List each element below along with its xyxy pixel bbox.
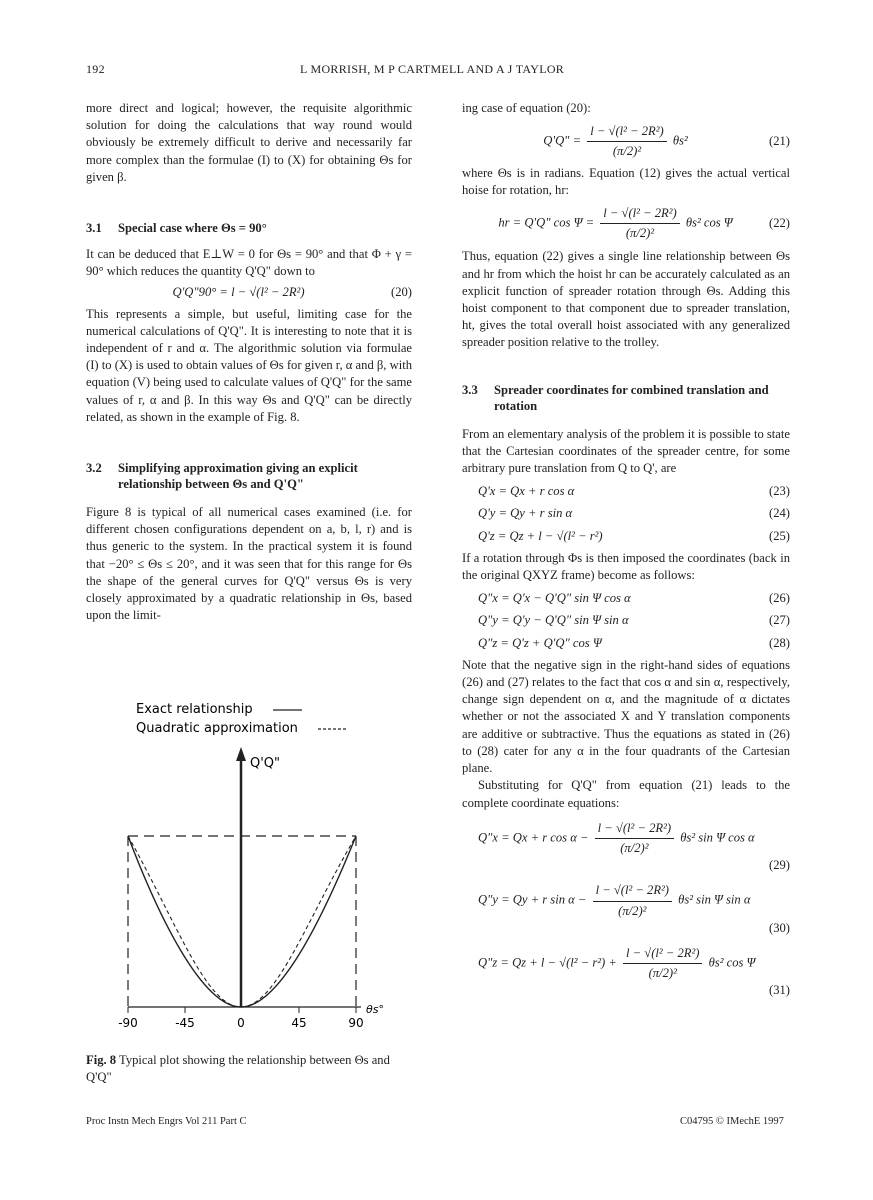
equation-expression (462, 123, 769, 160)
equation-number: (21) (769, 134, 790, 149)
section-title: Spreader coordinates for combined translation and rotation (494, 382, 769, 413)
equation-29 (462, 820, 790, 857)
equation-28 (462, 635, 790, 652)
running-head: L MORRISH, M P CARTMELL AND A J TAYLOR (300, 62, 565, 76)
equation-expression (462, 882, 790, 919)
equation-24 (462, 505, 790, 522)
equation-lhs: Q'Q" = (543, 133, 582, 148)
denominator: (π/2)² (625, 226, 655, 241)
equation-lhs: Q"z = Qz + l − √(l² − r²) + (478, 955, 617, 970)
numerator: l − √(l² − 2R²) (623, 945, 702, 964)
denominator: (π/2)² (612, 144, 642, 159)
equation-number: (23) (769, 484, 790, 499)
numerator: l − √(l² − 2R²) (587, 123, 666, 142)
section-heading (86, 220, 412, 236)
legend-exact: Exact relationship (136, 702, 253, 717)
figure-8 (96, 695, 406, 1040)
equation-number: (28) (769, 635, 790, 650)
equation-tail: θs² sin Ψ sin α (678, 892, 751, 907)
caption-label: Fig. 8 (86, 1053, 117, 1067)
paragraph: From an elementary analysis of the problem it is possible to state that the Cartesian coordinates of the spreader centre, for some arbitrary pure translation from Q to Q', are (462, 426, 790, 476)
x-tick-label: 90 (348, 1016, 364, 1030)
equation-25 (462, 528, 790, 545)
equation-expression: Q'z = Qz + l − √(l² − r²) (478, 528, 603, 543)
paragraph: Figure 8 is typical of all numerical cases examined (i.e. for different chosen configurations dependent on a, b, l, r) and is thus generic to the system. In the practical system it is found that −20° ≤ Θs ≤ 20°, and it was seen that for this range for Θs the shape of the general curves for Q'Q" versus Θs is very closely approximated by a quadratic relationship in Θs, based upon the limit- (86, 505, 412, 623)
equation-number: (29) (769, 858, 790, 873)
equation-expression: Q"z = Q'z + Q'Q" cos Ψ (478, 635, 602, 650)
equation-tail: θs² cos Ψ (685, 215, 733, 230)
paragraph: Substituting for Q'Q" from equation (21) leads to the complete coordinate equations: (462, 778, 790, 810)
equation-number: (26) (769, 591, 790, 606)
section-number: 3.3 (462, 382, 478, 397)
equation-23 (462, 483, 790, 500)
equation-number: (31) (769, 983, 790, 998)
equation-lhs: hr = Q'Q" cos Ψ = (498, 215, 595, 230)
equation-expression: Q'x = Qx + r cos α (478, 484, 575, 499)
equation-27 (462, 612, 790, 629)
equation-expression: Q"x = Q'x − Q'Q" sin Ψ cos α (478, 591, 631, 606)
equation-number: (27) (769, 613, 790, 628)
footer-copyright: C04795 © IMechE 1997 (680, 1116, 784, 1127)
y-axis-arrow (236, 747, 246, 761)
paragraph: If a rotation through Φs is then imposed the coordinates (back in the original QXYZ frame) become as follows: (462, 550, 790, 583)
denominator: (π/2)² (648, 966, 677, 981)
equation-lhs: Q"x = Qx + r cos α − (478, 830, 589, 845)
equation-expression: Q'Q"90° = l − √(l² − 2R²) (172, 285, 305, 300)
equation-26 (462, 590, 790, 607)
numerator: l − √(l² − 2R²) (593, 882, 672, 901)
section-title: Simplifying approximation giving an explicit relationship between Θs and Q'Q" (118, 461, 358, 492)
figure-8-plot (96, 695, 406, 1040)
x-tick-label: -90 (118, 1016, 138, 1030)
denominator: (π/2)² (618, 903, 647, 918)
section-number: 3.1 (86, 221, 102, 236)
x-tick-label: 45 (291, 1016, 307, 1030)
equation-22 (462, 205, 790, 242)
paragraph: where Θs is in radians. Equation (12) gives the actual vertical hoise for rotation, hr: (462, 165, 790, 197)
section-heading (462, 382, 790, 414)
section-heading (86, 460, 412, 492)
equation-expression: Q"y = Q'y − Q'Q" sin Ψ sin α (478, 613, 629, 628)
equation-lhs: Q"y = Qy + r sin α − (478, 892, 587, 907)
numerator: l − √(l² − 2R²) (600, 205, 679, 224)
equation-number: (22) (769, 216, 790, 231)
footer-journal: Proc Instn Mech Engrs Vol 211 Part C (86, 1116, 247, 1127)
equation-tail: θs² cos Ψ (708, 955, 756, 970)
equation-31 (462, 945, 790, 982)
paragraph: Thus, equation (22) gives a single line relationship between Θs and hr from which the hoist hr can be accurately calculated as an explicit function of spreader rotation through Θs. Adding this hoist component to that component due to spreader translation, ht, gives the total overall hoist associated with any generalized spreader position relative to the trolley. (462, 249, 790, 350)
right-column (462, 100, 790, 1000)
paragraph: more direct and logical; however, the requisite algorithmic solution for doing the calculations that way round would obviously be extremely difficult to derive and necessarily far more complex than the formulae (I) to (X) for obtaining Θs for given β. (86, 101, 412, 184)
fraction (623, 945, 702, 982)
equation-30 (462, 882, 790, 919)
equation-number: (25) (769, 528, 790, 543)
left-column (86, 100, 412, 624)
figure-caption (86, 1052, 412, 1086)
equation-20 (86, 284, 412, 301)
y-axis-label: Q'Q" (250, 756, 281, 771)
equation-tail: θs² (672, 133, 688, 148)
section-title: Special case where Θs = 90° (118, 221, 267, 236)
fraction (600, 205, 679, 242)
x-tick-label: -45 (175, 1016, 195, 1030)
caption-text: Typical plot showing the relationship between Θs and Q'Q" (86, 1053, 390, 1084)
equation-21 (462, 123, 790, 160)
paragraph: It can be deduced that E⊥W = 0 for Θs = 90° and that Φ + γ = 90° which reduces the quantity Q'Q" down to (86, 247, 412, 279)
legend-quad: Quadratic approximation (136, 721, 298, 736)
paragraph: This represents a simple, but useful, limiting case for the numerical calculations of Q'Q". It is interesting to note that it is independent of r and α. The algorithmic solution via formulae (I) to (X) is used to obtain values of Θs for given r, α and β, with equation (V) being used to calculate values of Q'Q" for the same values of r, α and β. In this way Θs and Q'Q" can be directly related, as shown in the example of Fig. 8. (86, 306, 412, 424)
equation-expression (462, 205, 769, 242)
denominator: (π/2)² (620, 840, 649, 855)
equation-expression (462, 945, 790, 982)
equation-number: (30) (769, 920, 790, 935)
x-tick-label: 0 (237, 1016, 245, 1030)
page-number: 192 (86, 62, 105, 76)
x-axis-label: θs° (366, 1003, 384, 1016)
numerator: l − √(l² − 2R²) (595, 820, 674, 839)
equation-number: (24) (769, 506, 790, 521)
section-number: 3.2 (86, 461, 102, 476)
paragraph: Note that the negative sign in the right-hand sides of equations (26) and (27) relates to the fact that cos α and sin α, respectively, change sign dependent on α, and the magnitude of α dictates whether or not the associated X and Y translation components are additive or subtractive. Thus the equations as stated in (26) to (28) cater for any α in the four quadrants of the Cartesian plane. (462, 657, 790, 776)
equation-number: (20) (391, 285, 412, 300)
equation-expression: Q'y = Qy + r sin α (478, 506, 573, 521)
fraction (595, 820, 674, 857)
fraction (593, 882, 672, 919)
equation-expression (462, 820, 790, 857)
fraction (587, 123, 666, 160)
paragraph: ing case of equation (20): (462, 101, 591, 115)
equation-tail: θs² sin Ψ cos α (680, 830, 755, 845)
